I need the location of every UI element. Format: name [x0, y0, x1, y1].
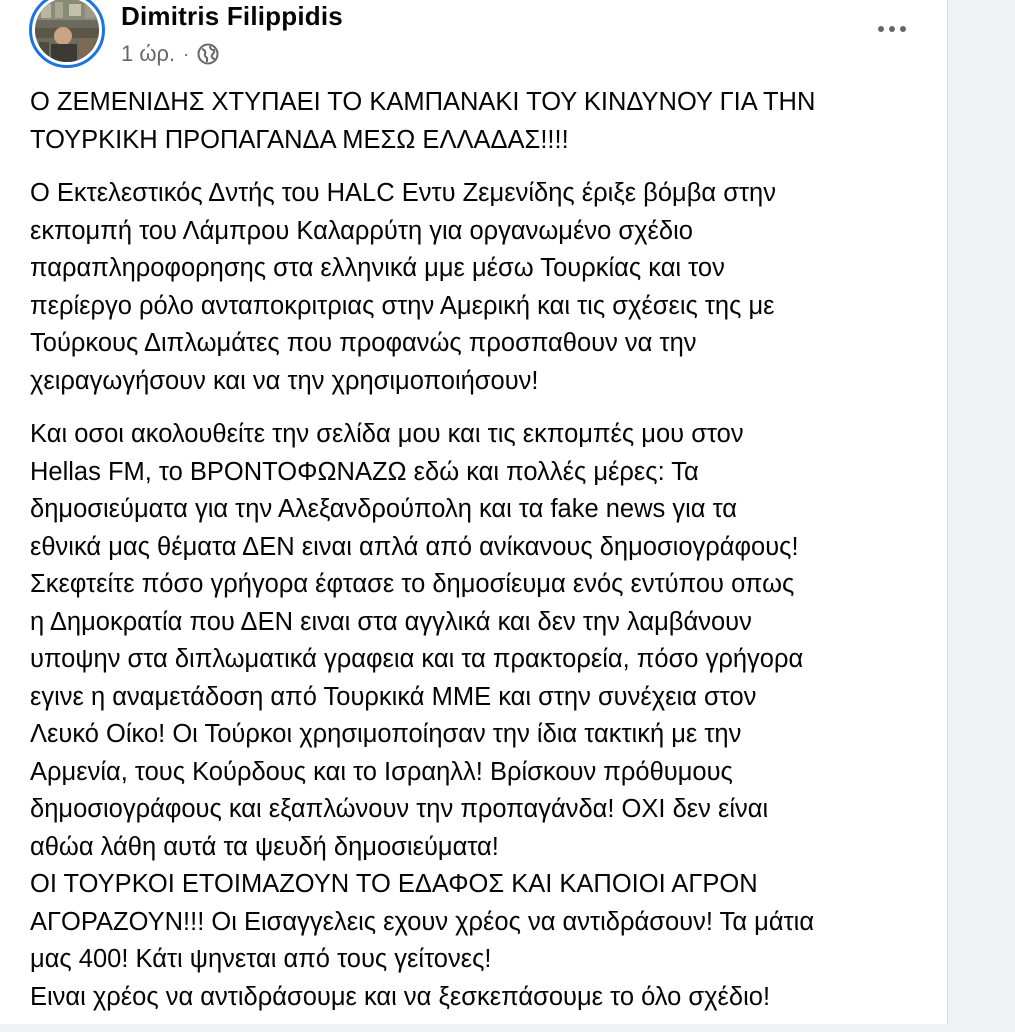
- post-meta: [121, 40, 219, 68]
- text-line: δημοσιογράφους και εξαπλώνουν την προπαγάνδα! ΟΧΙ δεν είναι: [30, 795, 769, 823]
- paragraph-3: [30, 416, 930, 1016]
- globe-icon[interactable]: [197, 43, 219, 65]
- text-line: ΟΙ ΤΟΥΡΚΟΙ ΕΤΟΙΜΑΖΟΥΝ ΤΟ ΕΔΑΦΟΣ ΚΑΙ ΚΑΠΟΙΟΙ ΑΓΡΟΝ: [30, 870, 758, 898]
- avatar-photo: [35, 0, 99, 62]
- text-line: Ειναι χρέος να αντιδράσουμε και να ξεσκεπάσουμε το όλο σχέδιο!: [30, 982, 771, 1011]
- paragraph-1: [30, 84, 930, 159]
- text-line: αθώα λάθη αυτά τα ψευδή δημοσιεύματα!: [30, 832, 499, 861]
- text-line: παραπληροφορησης στα ελληνικά μμε μέσω Τουρκίας και τον: [30, 254, 725, 282]
- text-line: εγινε η αναμετάδοση από Τουρκικά ΜΜΕ και στην συνέχεια στον: [30, 682, 757, 711]
- text-line: Ο ΖΕΜΕΝΙΔΗΣ ΧΤΥΠΑΕΙ ΤΟ ΚΑΜΠΑΝΑΚΙ ΤΟΥ ΚΙΝΔΥΝΟΥ ΓΙΑ ΤΗΝ: [30, 88, 816, 116]
- avatar-photo-image: [35, 0, 99, 62]
- text-line: Σκεφτείτε πόσο γρήγορα έφτασε το δημοσίευμα ενός εντύπου οπως: [30, 570, 795, 598]
- paragraph-2: [30, 175, 930, 400]
- text-line: Τούρκους Διπλωμάτες που προφανώς προσπαθουν να την: [30, 329, 697, 357]
- more-options-icon[interactable]: [872, 22, 912, 36]
- text-line: Και οσοι ακολουθείτε την σελίδα μου και τις εκπομπές μου στον: [30, 420, 744, 448]
- text-line: Hellas FM, το ΒΡΟΝΤΟΦΩΝΑΖΩ εδώ και πολλές μέρες: Τα: [30, 457, 699, 486]
- text-line: μας 400! Κάτι ψηνεται από τους γείτονες!: [30, 945, 492, 973]
- text-line: Ο Εκτελεστικός Δντής του HALC Εντυ Ζεμενίδης έριξε βόμβα στην: [30, 179, 776, 207]
- text-line: ΤΟΥΡΚΙΚΗ ΠΡΟΠΑΓΑΝΔΑ ΜΕΣΩ ΕΛΛΑΔΑΣ!!!!: [30, 125, 569, 154]
- page-background: [948, 0, 1015, 1024]
- text-line: εθνικά μας θέματα ΔΕΝ ειναι απλά από ανίκανους δημοσιογράφους!: [30, 532, 799, 561]
- author-name[interactable]: Dimitris Filippidis: [121, 1, 343, 31]
- post-text: [30, 84, 930, 1032]
- text-line: Λευκό Οίκο! Οι Τούρκοι χρησιμοποίησαν την ίδια τακτική με την: [30, 720, 742, 748]
- post-header: [0, 0, 948, 80]
- text-line: περίεργο ρόλο ανταποκριτριας στην Αμερική και τις σχέσεις της με: [30, 291, 775, 320]
- post-time[interactable]: 1 ώρ.: [121, 41, 176, 66]
- text-line: υποψην στα διπλωματικά γραφεια και τα πρακτορεία, πόσο γρήγορα: [30, 645, 804, 673]
- text-line: εκπομπή του Λάμπρου Καλαρρύτη για οργανωμένο σχέδιο: [30, 216, 693, 245]
- text-line: ΑΓΟΡΑΖΟΥΝ!!! Οι Εισαγγελεις εχουν χρέος να αντιδράσουν! Τα μάτια: [30, 907, 815, 936]
- text-line: η Δημοκρατία που ΔΕΝ ειναι στα αγγλικά και δεν την λαμβάνουν: [30, 607, 752, 636]
- text-line: δημοσιεύματα για την Αλεξανδρούπολη και τα fake news για τα: [30, 495, 738, 523]
- meta-separator: ·: [183, 43, 190, 64]
- text-line: χειραγωγήσουν και να την χρησιμοποιήσουν!: [30, 366, 539, 395]
- text-line: Αρμενία, τους Κούρδους και το Ισραηλλ! Βρίσκουν πρόθυμους: [30, 757, 733, 786]
- avatar[interactable]: [29, 0, 105, 68]
